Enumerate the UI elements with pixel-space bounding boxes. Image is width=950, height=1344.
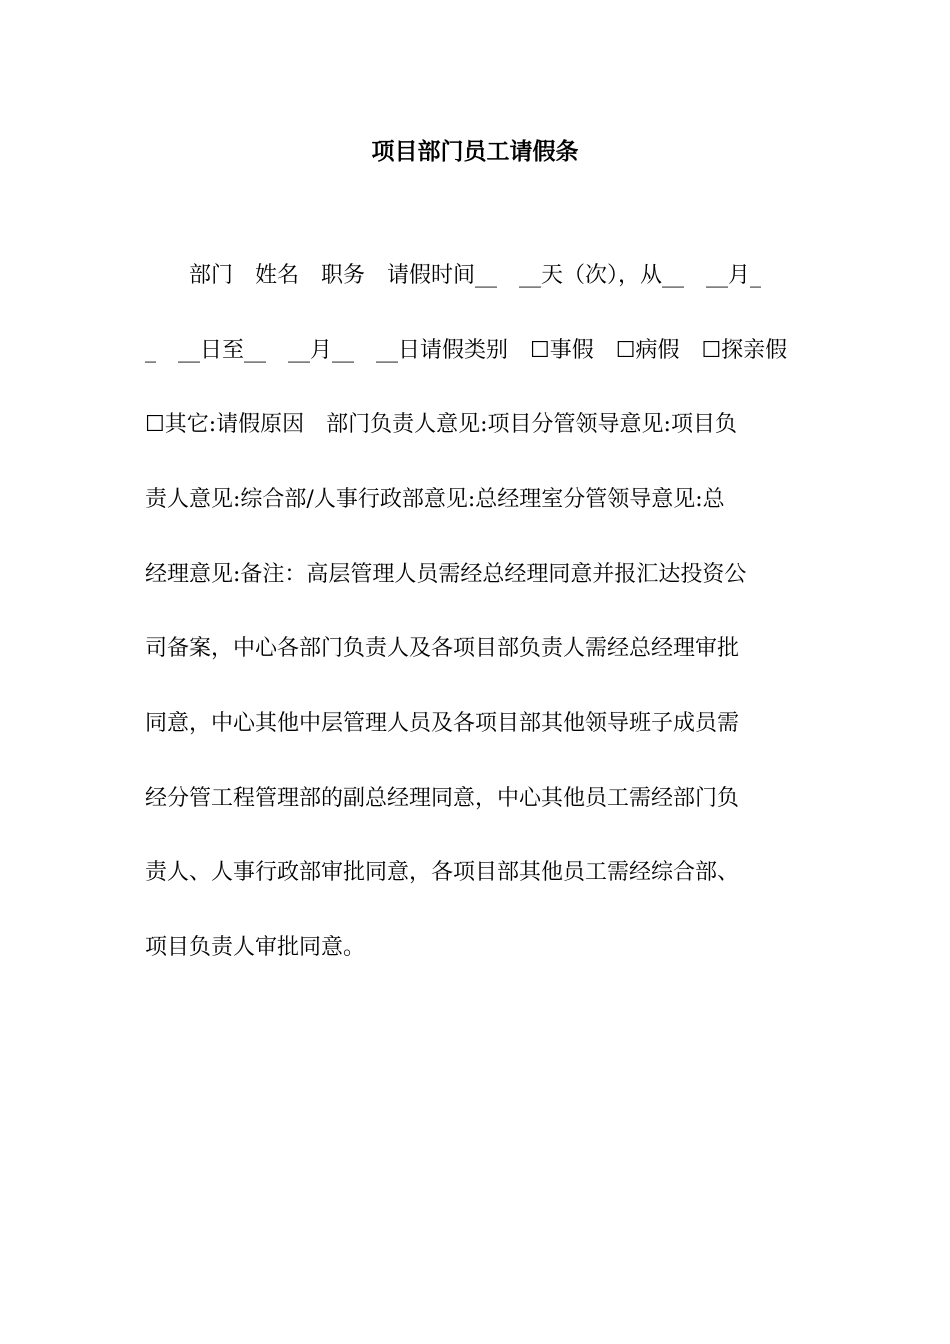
body-line-3: ☐其它:请假原因 部门负责人意见:项目分管领导意见:项目负 <box>145 412 737 437</box>
body-line-10: 项目负责人审批同意。 <box>145 935 366 960</box>
body-line-7: 同意，中心其他中层管理人员及各项目部其他领导班子成员需 <box>145 711 740 736</box>
body-line-1: 部门 姓名 职务 请假时间__ __天（次），从__ __月_ <box>145 263 762 288</box>
body-line-5: 经理意见:备注：高层管理人员需经总经理同意并报汇达投资公 <box>145 562 747 587</box>
document-title: 项目部门员工请假条 <box>371 138 579 165</box>
body-line-2: _ __日至__ __月__ __日请假类别 ☐事假 ☐病假 ☐探亲假 <box>145 338 788 363</box>
body-line-6: 司备案，中心各部门负责人及各项目部负责人需经总经理审批 <box>145 636 740 661</box>
body-line-9: 责人、人事行政部审批同意，各项目部其他员工需经综合部、 <box>145 860 740 885</box>
body-line-8: 经分管工程管理部的副总经理同意，中心其他员工需经部门负 <box>145 786 740 811</box>
body-line-4: 责人意见:综合部/人事行政部意见:总经理室分管领导意见:总 <box>145 487 725 512</box>
